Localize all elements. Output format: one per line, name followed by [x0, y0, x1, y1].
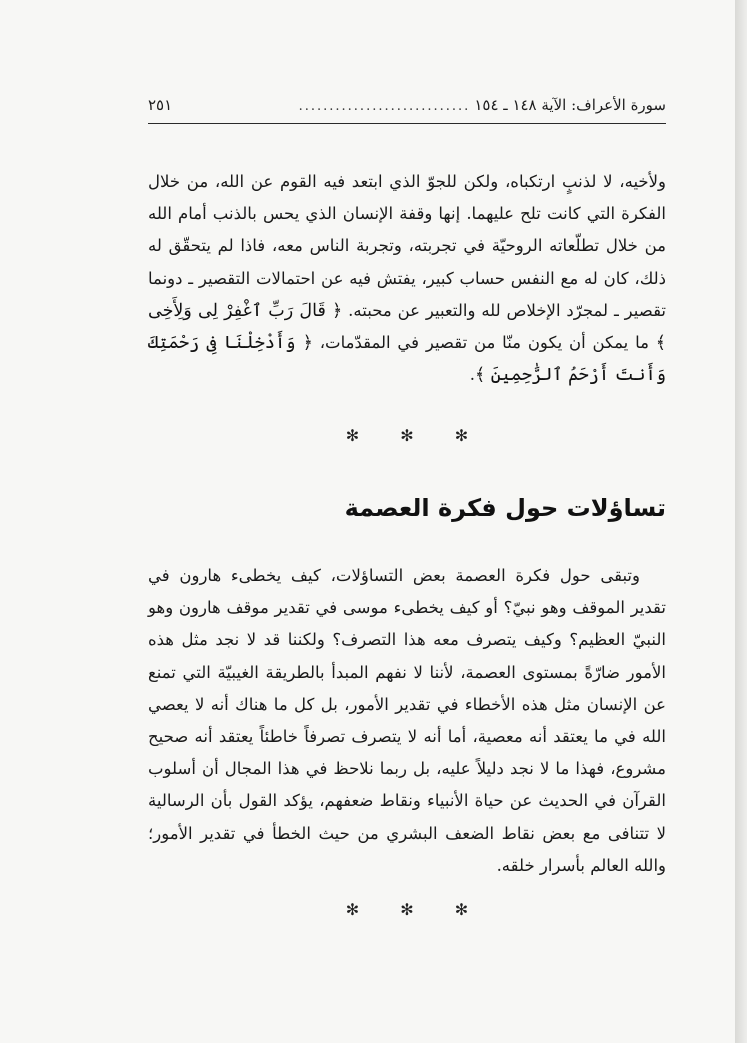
running-head-title: سورة الأعراف: الآية ١٤٨ ـ ١٥٤: [474, 96, 666, 114]
paragraph-1-text-1: ولأخيه، لا لذنبٍ ارتكباه، ولكن للجوّ الذي ابتعد فيه القوم عن الله، من خلال الفكرة التي كانت تلح عليهما. إنها وقفة الإنسان الذي يحس بالذنب أمام الله من خلال تطلّعاته الروحيّة في تجربته، وتجربة الناس معه، فاذا لم يتحقّق له ذلك، كان له مع النفس حساب كبير، يفتش فيه عن احتمالات التقصير ـ دونما تقصير ـ لمجرّد الإخلاص لله والتعبير عن محبته.: [148, 172, 667, 320]
quran-quote-2: ﴿ وَأَدْخِلْنَا فِى رَحْمَتِكَ وَأَنتَ أَرْحَمُ ٱلرَّٰحِمِينَ ﴾: [148, 333, 666, 386]
page-number: ٢٥١: [148, 96, 173, 114]
paragraph-2: وتبقى حول فكرة العصمة بعض التساؤلات، كيف يخطىء هارون في تقدير الموقف وهو نبيّ؟ أو كيف يخطىء موسى في تقدير موقف هارون وهو النبيّ العظيم؟ وكيف يتصرف معه هذا التصرف؟ ولكننا قد لا نجد مثل هذه الأمور ضارّةً بمستوى العصمة، لأننا لا نفهم المبدأ بالطريقة الغيبيّة التي تمنع عن الإنسان مثل هذه الأخطاء في تقدير الأمور، بل كل ما هناك أنه لا يعصي الله في ما يعتقد أنه معصية، أما أنه لا يتصرف تصرفاً خاطئاً يعتقد أنه صحيح مشروع، فهذا ما لا نجد دليلاً عليه، بل ربما نلاحظ في هذا المجال أن أسلوب القرآن في الحديث عن حياة الأنبياء ونقاط ضعفهم، يؤكد القول بأن الرسالية لا تتنافى مع بعض نقاط الضعف البشري من حيث الخطأ في تقدير الأمور؛ والله العالم بأسرار خلقه.: [148, 566, 666, 875]
running-head-leader-dots: ............................: [298, 99, 471, 114]
section-separator-1: ✻ ✻ ✻: [345, 426, 487, 445]
section-heading: تساؤلات حول فكرة العصمة: [344, 494, 666, 522]
section-separator-2: ✻ ✻ ✻: [345, 900, 487, 919]
page-edge: [735, 0, 747, 1043]
quran-quote-1: ﴿ قَالَ رَبِّ ٱغْفِرْ لِى وَلِأَخِى ﴾: [148, 300, 667, 354]
header-rule: [148, 123, 666, 124]
paragraph-1-text-3: .: [469, 365, 475, 385]
paragraph-1-text-2: ما يمكن أن يكون منّا من تقصير في المقدّمات،: [312, 333, 656, 353]
running-head: [148, 96, 666, 122]
paragraph-1: [148, 166, 666, 391]
